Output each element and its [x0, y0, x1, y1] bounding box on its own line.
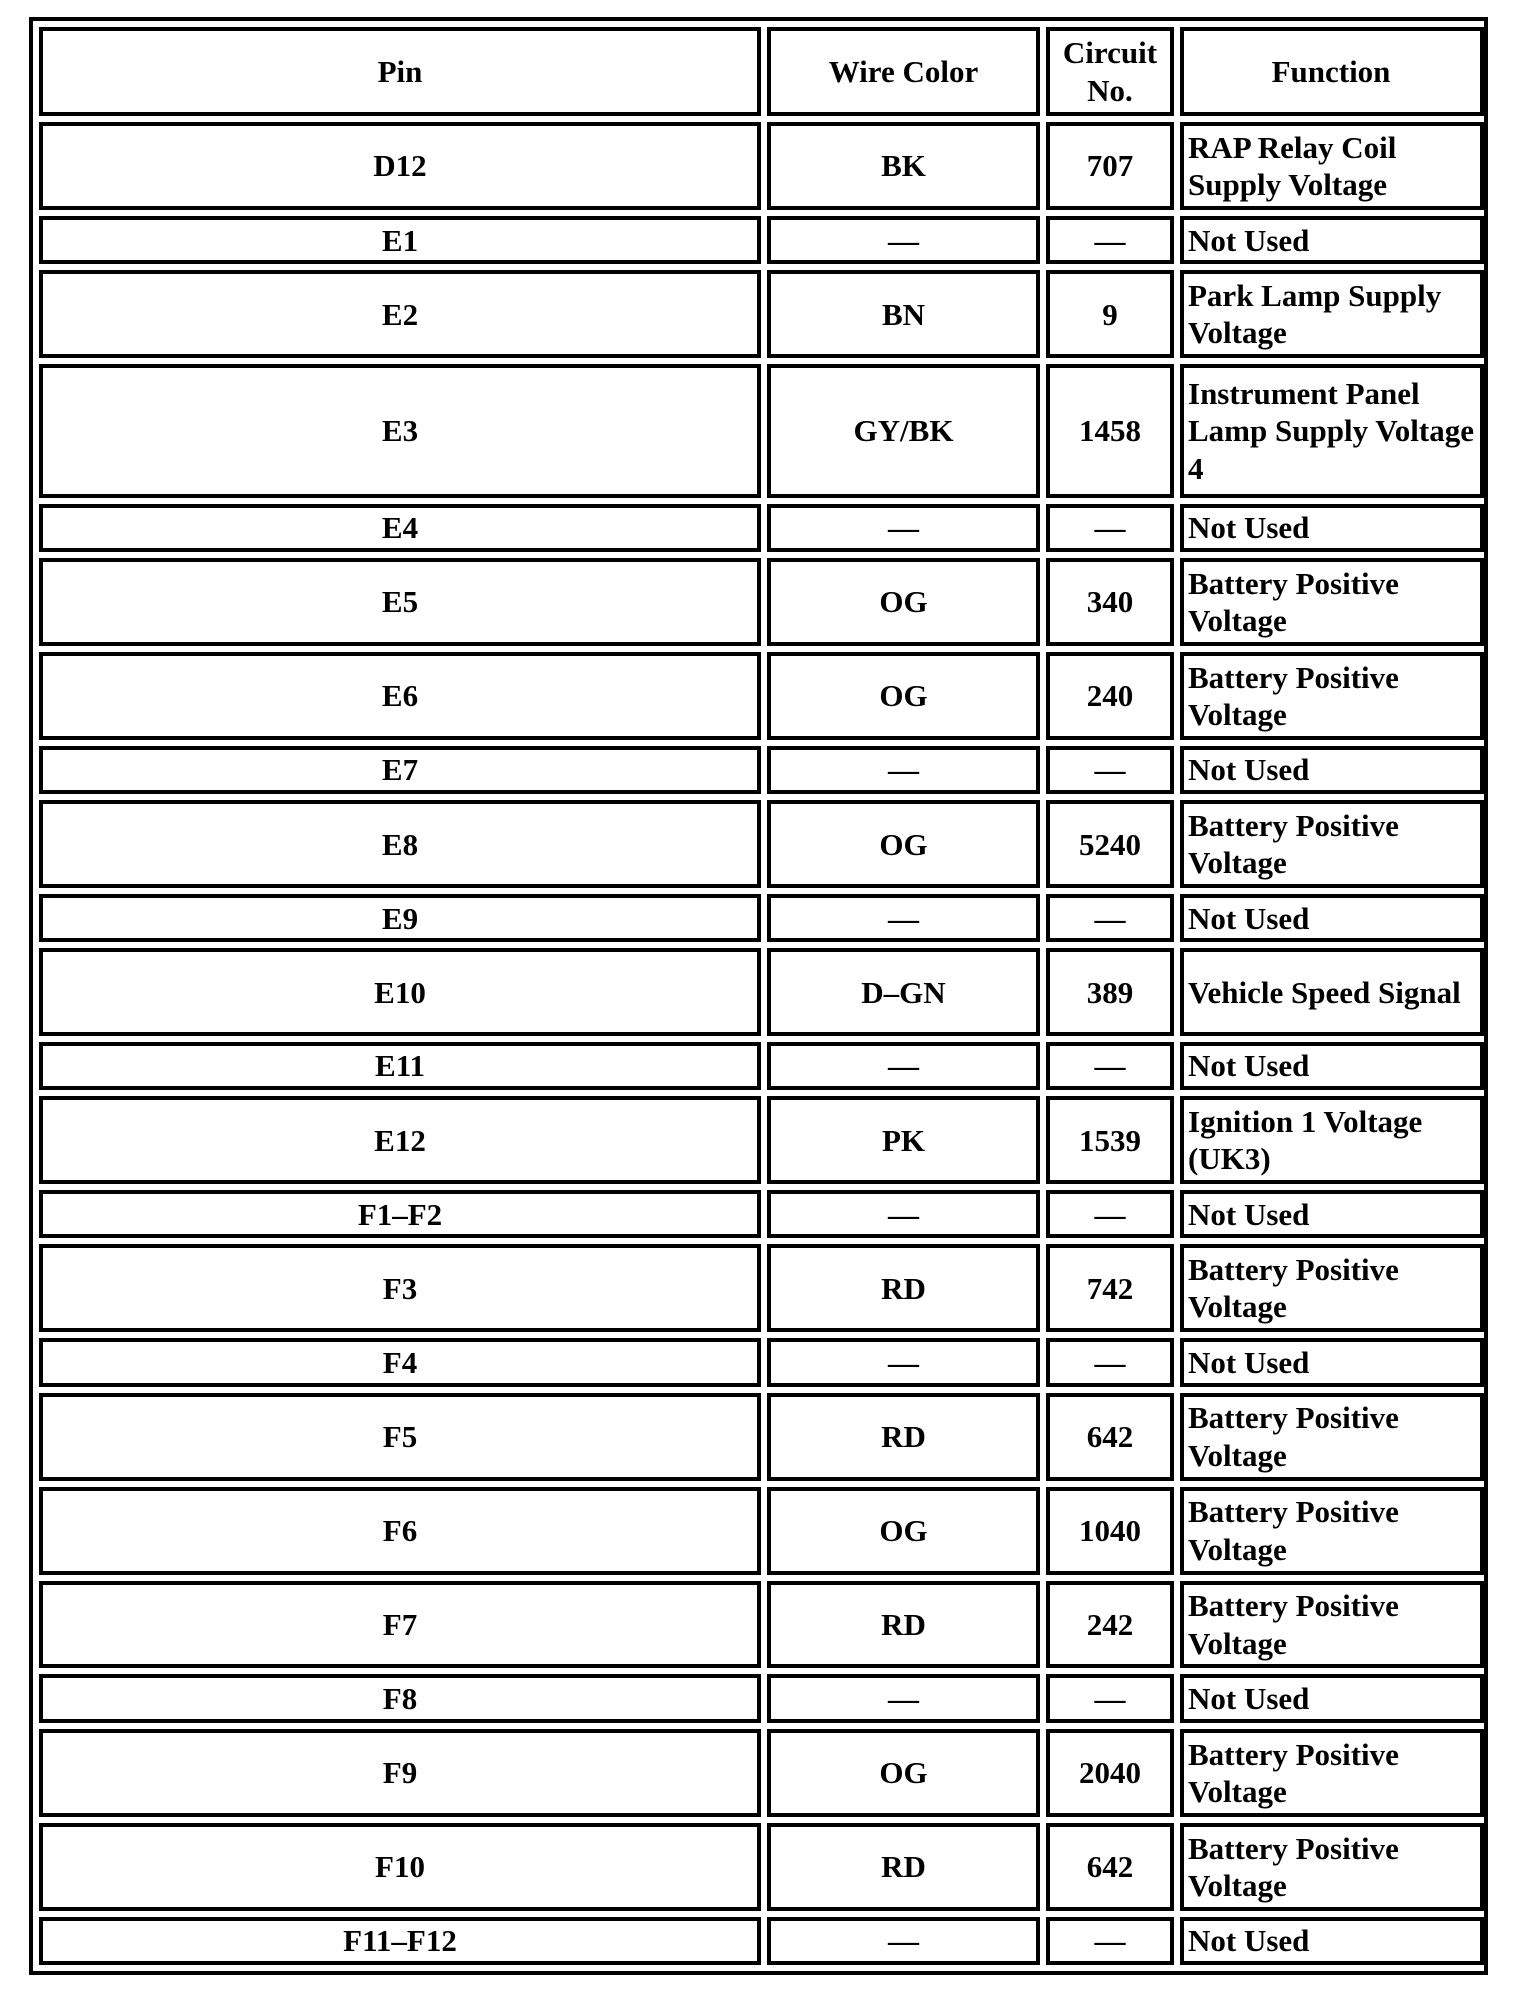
pin-cell: E3	[39, 364, 761, 497]
table-row	[39, 1244, 1484, 1332]
pin-cell: E1	[39, 216, 761, 264]
function-cell: Not Used	[1180, 1042, 1484, 1090]
pin-cell: E12	[39, 1096, 761, 1184]
pin-cell: E9	[39, 894, 761, 942]
pin-cell: F6	[39, 1487, 761, 1575]
circuit-no-cell: 240	[1046, 652, 1174, 740]
pin-cell: E2	[39, 270, 761, 358]
pin-cell: F11–F12	[39, 1917, 761, 1965]
table-row	[39, 1338, 1484, 1386]
table-row	[39, 1393, 1484, 1481]
function-cell: Not Used	[1180, 746, 1484, 794]
circuit-no-cell: —	[1046, 1190, 1174, 1238]
function-cell: Park Lamp Supply Voltage	[1180, 270, 1484, 358]
function-cell: Battery Positive Voltage	[1180, 800, 1484, 888]
wire-color-cell: OG	[767, 800, 1040, 888]
wire-color-cell: RD	[767, 1393, 1040, 1481]
header-function: Function	[1180, 27, 1484, 116]
circuit-no-cell: 389	[1046, 948, 1174, 1036]
table-row	[39, 216, 1484, 264]
table-row	[39, 1096, 1484, 1184]
table-row	[39, 1917, 1484, 1965]
function-cell: Not Used	[1180, 1674, 1484, 1722]
wire-color-cell: OG	[767, 1729, 1040, 1817]
circuit-no-cell: —	[1046, 1917, 1174, 1965]
wire-color-cell: RD	[767, 1581, 1040, 1669]
circuit-no-cell: 1458	[1046, 364, 1174, 497]
pin-cell: F4	[39, 1338, 761, 1386]
table-row	[39, 948, 1484, 1036]
wire-color-cell: —	[767, 504, 1040, 552]
table-row	[39, 652, 1484, 740]
wire-color-cell: —	[767, 216, 1040, 264]
wire-color-cell: OG	[767, 1487, 1040, 1575]
function-cell: Battery Positive Voltage	[1180, 652, 1484, 740]
circuit-no-cell: —	[1046, 1674, 1174, 1722]
table-row	[39, 746, 1484, 794]
function-cell: Not Used	[1180, 504, 1484, 552]
pin-cell: F8	[39, 1674, 761, 1722]
header-row	[39, 27, 1484, 116]
function-cell: Instrument Panel Lamp Supply Voltage 4	[1180, 364, 1484, 497]
circuit-no-cell: 2040	[1046, 1729, 1174, 1817]
pin-cell: E10	[39, 948, 761, 1036]
circuit-no-cell: 5240	[1046, 800, 1174, 888]
wire-color-cell: GY/BK	[767, 364, 1040, 497]
table-row	[39, 270, 1484, 358]
pin-cell: E5	[39, 558, 761, 646]
table-row	[39, 1674, 1484, 1722]
function-cell: Battery Positive Voltage	[1180, 1581, 1484, 1669]
wire-color-cell: —	[767, 1917, 1040, 1965]
function-cell: Ignition 1 Voltage (UK3)	[1180, 1096, 1484, 1184]
pin-cell: E4	[39, 504, 761, 552]
circuit-no-cell: —	[1046, 504, 1174, 552]
wire-color-cell: RD	[767, 1244, 1040, 1332]
function-cell: Battery Positive Voltage	[1180, 1487, 1484, 1575]
pinout-table	[33, 21, 1490, 1971]
circuit-no-cell: —	[1046, 216, 1174, 264]
function-cell: Vehicle Speed Signal	[1180, 948, 1484, 1036]
function-cell: Battery Positive Voltage	[1180, 1393, 1484, 1481]
pin-cell: F9	[39, 1729, 761, 1817]
table-row	[39, 364, 1484, 497]
wire-color-cell: OG	[767, 652, 1040, 740]
circuit-no-cell: 642	[1046, 1823, 1174, 1911]
table-row	[39, 800, 1484, 888]
wire-color-cell: BK	[767, 122, 1040, 210]
table-row	[39, 894, 1484, 942]
circuit-no-cell: —	[1046, 894, 1174, 942]
function-cell: Battery Positive Voltage	[1180, 1823, 1484, 1911]
wire-color-cell: RD	[767, 1823, 1040, 1911]
table-row	[39, 1190, 1484, 1238]
pin-cell: F10	[39, 1823, 761, 1911]
function-cell: Not Used	[1180, 894, 1484, 942]
pin-cell: E11	[39, 1042, 761, 1090]
pin-cell: E7	[39, 746, 761, 794]
circuit-no-cell: —	[1046, 746, 1174, 794]
circuit-no-cell: 1539	[1046, 1096, 1174, 1184]
function-cell: Battery Positive Voltage	[1180, 1244, 1484, 1332]
header-wire-color: Wire Color	[767, 27, 1040, 116]
function-cell: Not Used	[1180, 216, 1484, 264]
circuit-no-cell: 242	[1046, 1581, 1174, 1669]
wire-color-cell: —	[767, 746, 1040, 794]
table-row	[39, 558, 1484, 646]
wire-color-cell: —	[767, 894, 1040, 942]
table-row	[39, 1042, 1484, 1090]
function-cell: Battery Positive Voltage	[1180, 1729, 1484, 1817]
wire-color-cell: OG	[767, 558, 1040, 646]
wire-color-cell: D–GN	[767, 948, 1040, 1036]
table-row	[39, 1729, 1484, 1817]
function-cell: Battery Positive Voltage	[1180, 558, 1484, 646]
pin-cell: F5	[39, 1393, 761, 1481]
circuit-no-cell: 642	[1046, 1393, 1174, 1481]
circuit-no-cell: 1040	[1046, 1487, 1174, 1575]
pin-cell: D12	[39, 122, 761, 210]
circuit-no-cell: —	[1046, 1338, 1174, 1386]
circuit-no-cell: 707	[1046, 122, 1174, 210]
wire-color-cell: PK	[767, 1096, 1040, 1184]
function-cell: Not Used	[1180, 1190, 1484, 1238]
circuit-no-cell: 9	[1046, 270, 1174, 358]
table-row	[39, 1581, 1484, 1669]
circuit-no-cell: 742	[1046, 1244, 1174, 1332]
pin-cell: F7	[39, 1581, 761, 1669]
table-row	[39, 1487, 1484, 1575]
pin-cell: F3	[39, 1244, 761, 1332]
header-pin: Pin	[39, 27, 761, 116]
circuit-no-cell: —	[1046, 1042, 1174, 1090]
function-cell: Not Used	[1180, 1338, 1484, 1386]
wire-color-cell: —	[767, 1674, 1040, 1722]
circuit-no-cell: 340	[1046, 558, 1174, 646]
wire-color-cell: —	[767, 1338, 1040, 1386]
table-row	[39, 122, 1484, 210]
table-row	[39, 504, 1484, 552]
pin-cell: E8	[39, 800, 761, 888]
wire-color-cell: BN	[767, 270, 1040, 358]
table-row	[39, 1823, 1484, 1911]
pin-cell: E6	[39, 652, 761, 740]
wire-color-cell: —	[767, 1190, 1040, 1238]
header-circuit-no: Circuit No.	[1046, 27, 1174, 116]
function-cell: RAP Relay Coil Supply Voltage	[1180, 122, 1484, 210]
pin-cell: F1–F2	[39, 1190, 761, 1238]
function-cell: Not Used	[1180, 1917, 1484, 1965]
wire-color-cell: —	[767, 1042, 1040, 1090]
